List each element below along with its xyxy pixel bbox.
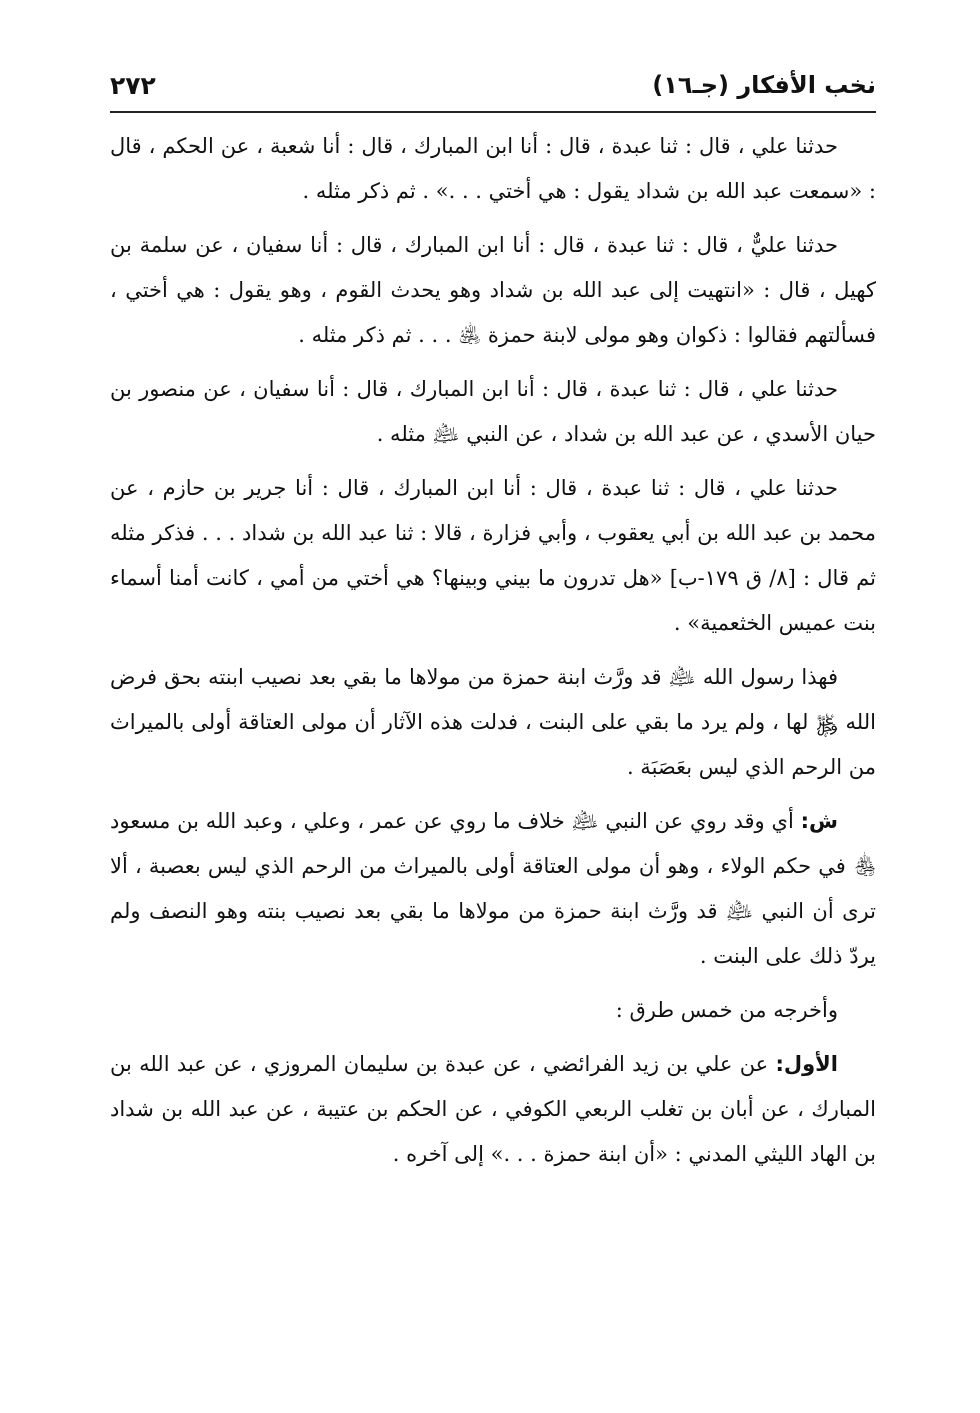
paragraph-text: حدثنا علي ، قال : ثنا عبدة ، قال : أنا ابن المبارك ، قال : أنا سفيان ، عن منصور بن حيان الأسدي ، عن عبد الله بن شداد ، عن النبي ﵇ مثله . [110,377,876,446]
paragraph-text: عن علي بن زيد الفرائضي ، عن عبدة بن سليمان المروزي ، عن عبد الله بن المبارك ، عن أبان بن تغلب الربعي الكوفي ، عن الحكم بن عتيبة ، عن عبد الله بن شداد بن الهاد الليثي المدني : «أن ابنة حمزة . . .» إلى آخره . [110,1052,876,1166]
paragraph-hadith-4 [110,466,876,646]
paragraph-text: فهذا رسول الله ﵇ قد ورَّث ابنة حمزة من مولاها ما بقي بعد نصيب ابنته بحق فرض الله ﷿ لها ، ولم يرد ما بقي على البنت ، فدلت هذه الآثار أن مولى العتاقة أولى بالميراث من الرحم الذي ليس بعَصَبَة . [110,665,876,779]
page-number: ٢٧٢ [110,70,156,100]
paragraph-text: حدثنا علي ، قال : ثنا عبدة ، قال : أنا ابن المبارك ، قال : أنا جرير بن حازم ، عن محمد بن عبد الله بن أبي يعقوب ، وأبي فزارة ، قالا : ثنا عبد الله بن شداد . . . فذكر مثله ثم قال : [٨/ ق ١٧٩-ب] «هل تدرون ما بيني وبينها؟ هي أختي من أمي ، كانت أمنا أسماء بنت عميس الخثعمية» . [110,476,876,635]
header-rule [110,111,876,113]
route-marker: الأول: [775,1052,838,1076]
running-header [110,62,876,108]
running-title: نخب الأفكار (جـ١٦) [652,71,876,99]
paragraph-conclusion [110,655,876,790]
paragraph-text: أي وقد روي عن النبي ﵇ خلاف ما روي عن عمر ، وعلي ، وعبد الله بن مسعود ﵃ في حكم الولاء ، وهو أن مولى العتاقة أولى بالميراث من الرحم الذي ليس بعصبة ، ألا ترى أن النبي ﵇ قد ورَّث ابنة حمزة من مولاها ما بقي بعد نصيب بنته وهو النصف ولم يردّ ذلك على البنت . [110,809,876,968]
paragraph-text: وأخرجه من خمس طرق : [615,998,838,1022]
paragraph-routes-intro [110,988,876,1033]
paragraph-hadith-1 [110,124,876,214]
paragraph-route-first [110,1042,876,1177]
commentary-marker: ش: [800,809,838,833]
paragraph-hadith-2 [110,223,876,358]
paragraph-commentary [110,799,876,979]
body-text [110,124,876,1186]
paragraph-text: حدثنا علي ، قال : ثنا عبدة ، قال : أنا ابن المبارك ، قال : أنا شعبة ، عن الحكم ، قال : «سمعت عبد الله بن شداد يقول : هي أختي . . .» . ثم ذكر مثله . [110,134,876,203]
paragraph-text: حدثنا عليٌّ ، قال : ثنا عبدة ، قال : أنا ابن المبارك ، قال : أنا سفيان ، عن سلمة بن كهيل ، قال : «انتهيت إلى عبد الله بن شداد وهو يحدث القوم ، وهو يقول : هي أختي ، فسألتهم فقالوا : ذكوان وهو مولى لابنة حمزة ﵁ . . . ثم ذكر مثله . [110,233,876,347]
paragraph-hadith-3 [110,367,876,457]
